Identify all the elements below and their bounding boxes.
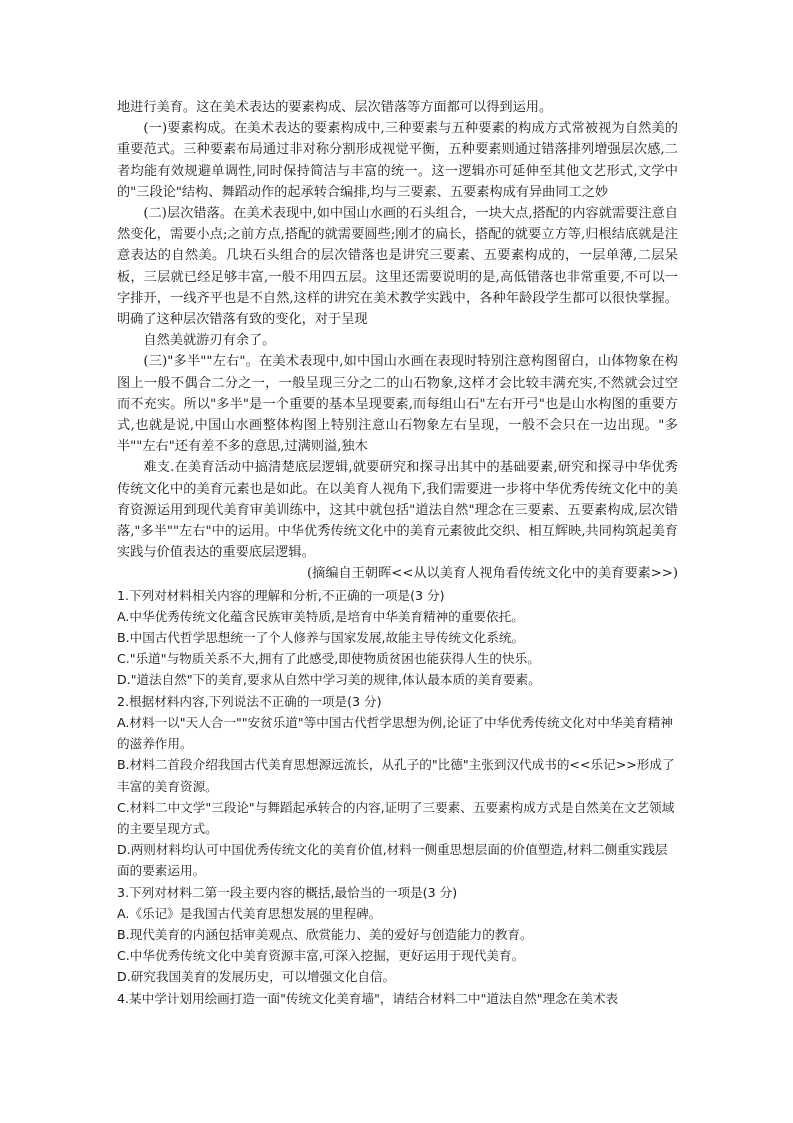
- option-b: B.中国古代哲学思想统一了个人修养与国家发展,故能主导传统文化系统。: [117, 630, 525, 646]
- option-b: B.现代美育的内涵包括审美观点、欣赏能力、美的爱好与创造能力的教育。: [117, 926, 533, 942]
- paragraph-layering: (二)层次错落。在美术表现中,如中国山水画的石头组合，一块大点,搭配的内容就需要注意自然变化，需要小点;之前方点,搭配的就需要圆些;刚才的扁长，搭配的就要立方等,归根结底就是注意表达的自然美。几块石头组合的层次错落也是讲究三要素、五要素构成的，一层单薄,二层呆板，三层就已经足够丰富,一般不用四五层。这里还需要说明的是,高低错落也非常重要,不可以一字排开，一线齐平也是不自然,这样的讲究在美术教学实践中，各种年龄段学生都可以很快掌握。明确了这种层次错落有致的变化，对于呈现: [117, 206, 678, 328]
- source-citation: (摘编自王朝晖<<从以美育人视角看传统文化中的美育要素>>): [307, 566, 678, 582]
- paragraph-0: 地进行美育。这在美术表达的要素构成、层次错落等方面都可以得到运用。: [117, 100, 553, 115]
- question-1: [117, 585, 678, 691]
- question-stem: 3.下列对材料二第一段主要内容的概括,最恰当的一项是(3 分): [117, 884, 458, 900]
- question-4: [117, 988, 678, 1009]
- question-stem: 1.下列对材料相关内容的理解和分析,不正确的一项是(3 分): [117, 587, 445, 603]
- option-d: D.两则材料均认可中国优秀传统文化的美育价值,材料一侧重思想层面的价值塑造,材料二侧重实践层面的要素运用。: [117, 842, 668, 879]
- paragraph-element-composition: (一)要素构成。在美术表达的要素构成中,三种要素与五种要素的构成方式常被视为自然美的重要范式。三种要素布局通过非对称分割形成视觉平衡，五种要素则通过错落排列增强层次感,二者均能有效规避单调性,同时保持简洁与丰富的统一。这一逻辑亦可延伸至其他文艺形式,文学中的"三段论"结构、舞蹈动作的起承转合编排,均与三要素、五要素构成有异曲同工之妙: [117, 121, 678, 200]
- option-a: A.中华优秀传统文化蕴含民族审美特质,是培育中华美育精神的重要依托。: [117, 608, 524, 624]
- question-3: [117, 882, 678, 988]
- document-page: [117, 97, 678, 1009]
- paragraph-conclusion: 难支.在美育活动中搞清楚底层逻辑,就要研究和探寻出其中的基础要素,研究和探寻中华优秀传统文化中的美育元素也是如此。在以美育人视角下,我们需要进一步将中华优秀传统文化中的美育资源运用到现代美育审美训练中，这其中就包括"道法自然"理念在三要素、五要素构成,层次错落,"多半""左右"中的运用。中华优秀传统文化中的美育元素彼此交织、相互辉映,共同构筑起美育实践与价值表达的重要底层逻辑。: [117, 460, 678, 561]
- question-stem: 4.某中学计划用绘画打造一面"传统文化美育墙"，请结合材料二中"道法自然"理念在美术表: [117, 990, 619, 1006]
- option-d: D.研究我国美育的发展历史，可以增强文化自信。: [117, 969, 396, 985]
- question-2: [117, 691, 678, 882]
- option-c: C.中华优秀传统文化中美育资源丰富,可深入挖掘，更好运用于现代美育。: [117, 948, 525, 964]
- question-stem: 2.根据材料内容,下列说法不正确的一项是(3 分): [117, 693, 382, 709]
- paragraph-layering-end: 自然美就游刃有余了。: [143, 333, 276, 349]
- option-c: C."乐道"与物质关系不大,拥有了此感受,即使物质贫困也能获得人生的快乐。: [117, 651, 540, 667]
- option-a: A.材料一以"天人合一""安贫乐道"等中国古代哲学思想为例,论证了中华优秀传统文化对中华美育精神的滋养作用。: [117, 714, 673, 752]
- option-c: C.材料二中文学"三段论"与舞蹈起承转合的内容,证明了三要素、五要素构成方式是自然美在文艺领域的主要呈现方式。: [117, 799, 675, 836]
- option-b: B.材料二首段介绍我国古代美育思想源远流长，从孔子的"比德"主张到汉代成书的<<乐记>>形成了丰富的美育资源。: [117, 757, 675, 794]
- paragraph-majority-leftright: (三)"多半""左右"。在美术表现中,如中国山水画在表现时特别注意构图留白，山体物象在构图上一般不偶合二分之一，一般呈现三分之二的山石物象,这样才会比较丰满充实,不然就会过空而不充实。所以"多半"是一个重要的基本呈现要素,而每组山石"左右开弓"也是山水构图的重要方式,也就是说,中国山水画整体构图上特别注意山石物象左右呈现，一般不会只在一边出现。"多半""左右"还有差不多的意思,过满则溢,独木: [117, 354, 678, 455]
- option-d: D."道法自然"下的美育,要求从自然中学习美的规律,体认最本质的美育要素。: [117, 672, 541, 688]
- option-a: A.《乐记》是我国古代美育思想发展的里程碑。: [117, 905, 382, 921]
